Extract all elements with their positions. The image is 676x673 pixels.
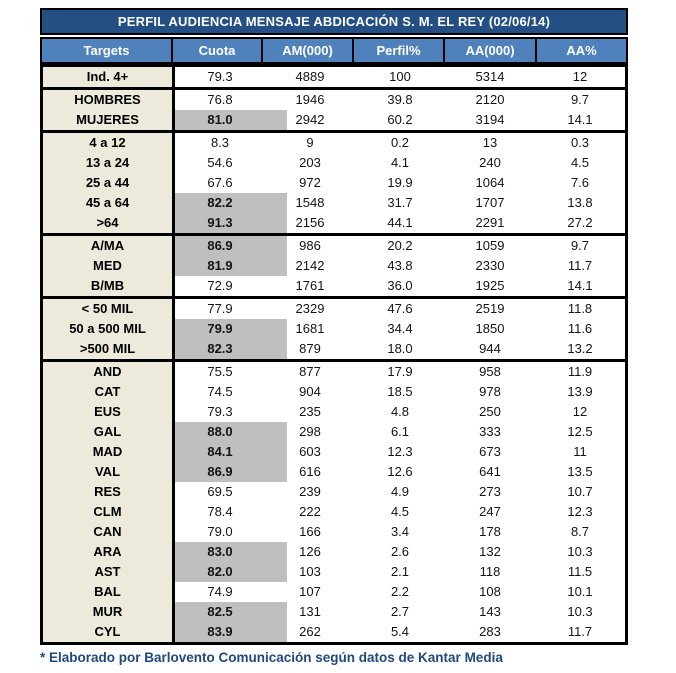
table-row: [43, 276, 625, 296]
value-cell: 283: [479, 624, 501, 639]
value-cell: 2156: [295, 215, 325, 230]
table-row: [43, 256, 625, 276]
table-header-row: [40, 37, 628, 64]
value-cell: 36.0: [387, 278, 413, 293]
value-cell: 12.3: [567, 504, 593, 519]
value-cell: 166: [299, 524, 321, 539]
value-cell: 1761: [295, 278, 325, 293]
value-cell: 17.9: [387, 364, 413, 379]
table-row: [43, 339, 625, 359]
value-cell: 67.6: [207, 175, 233, 190]
target-label-cell: RES: [43, 482, 175, 502]
value-cell: 100: [389, 69, 411, 84]
value-cell: 11.6: [567, 321, 593, 336]
value-cell: 2330: [475, 258, 505, 273]
value-cell: 126: [299, 544, 321, 559]
value-cell: 75.5: [207, 364, 233, 379]
value-cell: 12.5: [567, 424, 593, 439]
table-title: PERFIL AUDIENCIA MENSAJE ABDICACIÓN S. M. EL REY (02/06/14): [40, 8, 628, 35]
target-label-cell: >64: [43, 213, 175, 233]
value-cell: 74.5: [207, 384, 233, 399]
value-cell: 7.6: [570, 175, 590, 190]
value-cell: 81.0: [175, 110, 265, 130]
value-cell: 298: [299, 424, 321, 439]
value-cell: 250: [479, 404, 501, 419]
table-row: [43, 382, 625, 402]
value-cell: 34.4: [387, 321, 413, 336]
value-cell: 79.3: [207, 404, 233, 419]
value-cell: 60.2: [387, 112, 413, 127]
value-cell: 333: [479, 424, 501, 439]
table-row: [43, 562, 625, 582]
value-cell: 54.6: [207, 155, 233, 170]
value-cell: 1548: [295, 195, 325, 210]
value-cell: 10.1: [567, 584, 593, 599]
target-label-cell: GAL: [43, 422, 175, 442]
value-cell: 4.8: [390, 404, 410, 419]
value-cell: 2.1: [390, 564, 410, 579]
value-cell: 222: [299, 504, 321, 519]
value-cell: 84.1: [175, 442, 265, 462]
value-cell: 12: [572, 404, 588, 419]
table-row: [43, 402, 625, 422]
value-cell: 82.0: [175, 562, 265, 582]
value-cell: 20.2: [387, 238, 413, 253]
value-cell: 143: [479, 604, 501, 619]
column-header-targets: Targets: [42, 39, 171, 62]
value-cell: 203: [299, 155, 321, 170]
value-cell: 4.5: [390, 504, 410, 519]
target-label-cell: BAL: [43, 582, 175, 602]
value-cell: 11.5: [567, 564, 593, 579]
value-cell: 2519: [475, 301, 505, 316]
target-label-cell: B/MB: [43, 276, 175, 296]
column-header-aa: AA(000): [445, 39, 535, 62]
value-cell: 91.3: [175, 213, 265, 233]
column-header-perfil: Perfil%: [354, 39, 443, 62]
value-cell: 5.4: [390, 624, 410, 639]
value-cell: 9.7: [570, 238, 590, 253]
target-label-cell: < 50 MIL: [43, 299, 175, 319]
target-label-cell: 45 a 64: [43, 193, 175, 213]
value-cell: 2120: [475, 92, 505, 107]
audience-table: [40, 8, 628, 665]
target-label-cell: CLM: [43, 502, 175, 522]
value-cell: 27.2: [567, 215, 593, 230]
target-label-cell: 25 a 44: [43, 173, 175, 193]
value-cell: 13.5: [567, 464, 593, 479]
value-cell: 107: [299, 584, 321, 599]
table-row: [43, 193, 625, 213]
value-cell: 6.1: [390, 424, 410, 439]
value-cell: 11.7: [567, 624, 593, 639]
value-cell: 69.5: [207, 484, 233, 499]
table-row: [43, 462, 625, 482]
value-cell: 247: [479, 504, 501, 519]
value-cell: 1059: [475, 238, 505, 253]
value-cell: 1707: [475, 195, 505, 210]
value-cell: 14.1: [567, 112, 593, 127]
table-row: [43, 422, 625, 442]
value-cell: 944: [479, 341, 501, 356]
target-label-cell: >500 MIL: [43, 339, 175, 359]
value-cell: 2.6: [390, 544, 410, 559]
value-cell: 78.4: [207, 504, 233, 519]
value-cell: 0.3: [570, 135, 590, 150]
value-cell: 11.8: [567, 301, 593, 316]
value-cell: 3.4: [390, 524, 410, 539]
value-cell: 81.9: [175, 256, 265, 276]
table-row: [43, 110, 625, 130]
table-row: [43, 622, 625, 642]
value-cell: 603: [299, 444, 321, 459]
value-cell: 3194: [475, 112, 505, 127]
value-cell: 904: [299, 384, 321, 399]
table-row: [43, 213, 625, 233]
value-cell: 641: [479, 464, 501, 479]
value-cell: 79.0: [207, 524, 233, 539]
value-cell: 103: [299, 564, 321, 579]
value-cell: 13: [482, 135, 498, 150]
table-row: [43, 296, 625, 319]
value-cell: 31.7: [387, 195, 413, 210]
value-cell: 5314: [475, 69, 505, 84]
value-cell: 4.9: [390, 484, 410, 499]
value-cell: 235: [299, 404, 321, 419]
target-label-cell: 13 a 24: [43, 153, 175, 173]
table-row: [43, 67, 625, 87]
value-cell: 44.1: [387, 215, 413, 230]
value-cell: 13.8: [567, 195, 593, 210]
value-cell: 82.2: [175, 193, 265, 213]
value-cell: 39.8: [387, 92, 413, 107]
value-cell: 673: [479, 444, 501, 459]
value-cell: 10.7: [567, 484, 593, 499]
value-cell: 131: [299, 604, 321, 619]
target-label-cell: 50 a 500 MIL: [43, 319, 175, 339]
target-label-cell: ARA: [43, 542, 175, 562]
table-row: [43, 153, 625, 173]
value-cell: 958: [479, 364, 501, 379]
value-cell: 86.9: [175, 462, 265, 482]
value-cell: 47.6: [387, 301, 413, 316]
target-label-cell: CAT: [43, 382, 175, 402]
value-cell: 239: [299, 484, 321, 499]
target-label-cell: AND: [43, 362, 175, 382]
table-row: [43, 173, 625, 193]
value-cell: 240: [479, 155, 501, 170]
value-cell: 14.1: [567, 278, 593, 293]
value-cell: 83.0: [175, 542, 265, 562]
target-label-cell: VAL: [43, 462, 175, 482]
value-cell: 2329: [295, 301, 325, 316]
target-label-cell: MUJERES: [43, 110, 175, 130]
value-cell: 2.2: [390, 584, 410, 599]
value-cell: 8.3: [210, 135, 230, 150]
value-cell: 4889: [295, 69, 325, 84]
value-cell: 74.9: [207, 584, 233, 599]
value-cell: 1064: [475, 175, 505, 190]
value-cell: 132: [479, 544, 501, 559]
value-cell: 4.1: [390, 155, 410, 170]
value-cell: 1946: [295, 92, 325, 107]
value-cell: 10.3: [567, 604, 593, 619]
column-header-cuota: Cuota: [173, 39, 261, 62]
value-cell: 2.7: [390, 604, 410, 619]
value-cell: 12: [572, 69, 588, 84]
table-row: [43, 130, 625, 153]
value-cell: 43.8: [387, 258, 413, 273]
target-label-cell: MED: [43, 256, 175, 276]
table-row: [43, 502, 625, 522]
target-label-cell: EUS: [43, 402, 175, 422]
value-cell: 616: [299, 464, 321, 479]
value-cell: 18.5: [387, 384, 413, 399]
table-row: [43, 87, 625, 110]
value-cell: 13.9: [567, 384, 593, 399]
value-cell: 83.9: [175, 622, 265, 642]
target-label-cell: CYL: [43, 622, 175, 642]
value-cell: 118: [479, 564, 501, 579]
target-label-cell: AST: [43, 562, 175, 582]
value-cell: 10.3: [567, 544, 593, 559]
value-cell: 273: [479, 484, 501, 499]
value-cell: 2942: [295, 112, 325, 127]
target-label-cell: A/MA: [43, 236, 175, 256]
value-cell: 12.6: [387, 464, 413, 479]
value-cell: 18.0: [387, 341, 413, 356]
value-cell: 72.9: [207, 278, 233, 293]
value-cell: 13.2: [567, 341, 593, 356]
value-cell: 82.5: [175, 602, 265, 622]
value-cell: 8.7: [570, 524, 590, 539]
value-cell: 877: [299, 364, 321, 379]
column-header-aapct: AA%: [537, 39, 626, 62]
value-cell: 0.2: [390, 135, 410, 150]
value-cell: 4.5: [570, 155, 590, 170]
value-cell: 1925: [475, 278, 505, 293]
source-footnote: * Elaborado por Barlovento Comunicación según datos de Kantar Media: [40, 650, 503, 665]
value-cell: 978: [479, 384, 501, 399]
value-cell: 19.9: [387, 175, 413, 190]
value-cell: 972: [299, 175, 321, 190]
value-cell: 11: [573, 444, 587, 459]
value-cell: 79.3: [207, 69, 233, 84]
target-label-cell: CAN: [43, 522, 175, 542]
column-header-am: AM(000): [263, 39, 352, 62]
value-cell: 879: [299, 341, 321, 356]
table-row: [43, 359, 625, 382]
value-cell: 77.9: [207, 301, 233, 316]
value-cell: 262: [299, 624, 321, 639]
value-cell: 2291: [475, 215, 505, 230]
table-row: [43, 233, 625, 256]
target-label-cell: HOMBRES: [43, 90, 175, 110]
value-cell: 178: [479, 524, 501, 539]
value-cell: 76.8: [207, 92, 233, 107]
value-cell: 82.3: [175, 339, 265, 359]
table-row: [43, 482, 625, 502]
value-cell: 1850: [475, 321, 505, 336]
value-cell: 1681: [295, 321, 325, 336]
table-row: [43, 319, 625, 339]
target-label-cell: Ind. 4+: [43, 67, 175, 87]
target-label-cell: 4 a 12: [43, 133, 175, 153]
table-row: [43, 602, 625, 622]
table-row: [43, 442, 625, 462]
table-body: [40, 64, 628, 645]
table-row: [43, 542, 625, 562]
value-cell: 2142: [295, 258, 325, 273]
value-cell: 9: [306, 135, 314, 150]
value-cell: 12.3: [387, 444, 413, 459]
value-cell: 11.7: [567, 258, 593, 273]
table-row: [43, 522, 625, 542]
value-cell: 986: [299, 238, 321, 253]
table-row: [43, 582, 625, 602]
value-cell: 79.9: [175, 319, 265, 339]
value-cell: 86.9: [175, 236, 265, 256]
target-label-cell: MAD: [43, 442, 175, 462]
value-cell: 88.0: [175, 422, 265, 442]
value-cell: 9.7: [570, 92, 590, 107]
target-label-cell: MUR: [43, 602, 175, 622]
value-cell: 11.9: [567, 364, 593, 379]
value-cell: 108: [479, 584, 501, 599]
